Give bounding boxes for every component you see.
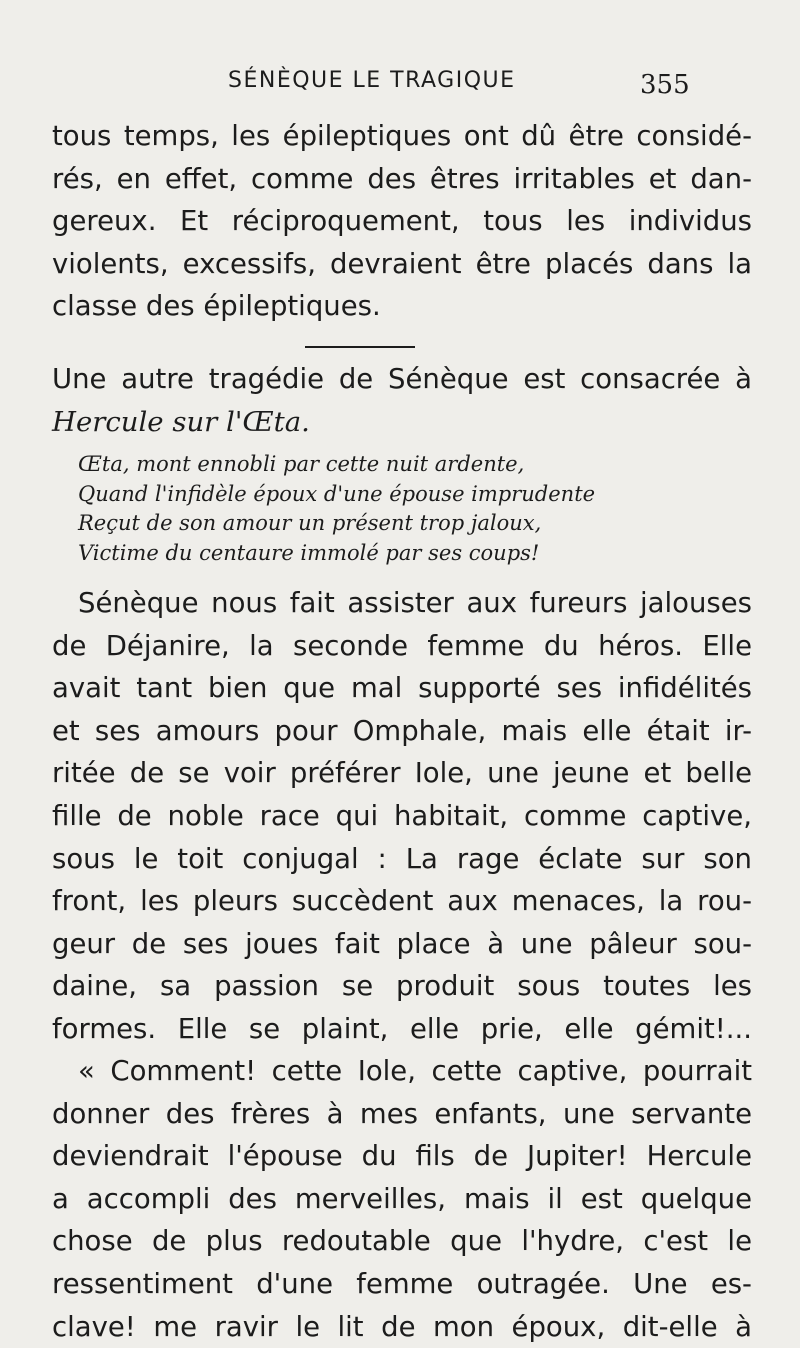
text-line: Une autre tragédie de Sénèque est consacrée à <box>52 363 752 395</box>
verse-line: Œta, mont ennobli par cette nuit ardente, <box>78 452 525 476</box>
text-line: formes. Elle se plaint, elle prie, elle gémit!... <box>52 1012 752 1045</box>
text-line: tous temps, les épileptiques ont dû être considé- <box>52 120 752 152</box>
text-line: daine, sa passion se produit sous toutes les <box>52 970 752 1003</box>
text-line: et ses amours pour Omphale, mais elle était ir- <box>52 714 752 747</box>
text-line: clave! me ravir le lit de mon époux, dit-elle à <box>52 1310 752 1343</box>
page-header <box>0 68 800 104</box>
text-line: « Comment! cette Iole, cette captive, pourrait <box>78 1055 752 1087</box>
verse-line: Victime du centaure immolé par ses coups! <box>78 540 540 565</box>
text-line: geur de ses joues fait place à une pâleur sou- <box>52 927 752 960</box>
text-line: deviendrait l'épouse du fils de Jupiter! Hercule <box>52 1140 752 1173</box>
paragraph-epileptics <box>52 115 752 328</box>
text-line: fille de noble race qui habitait, comme captive, <box>52 799 752 832</box>
text-line: chose de plus redoutable que l'hydre, c'est le <box>52 1225 752 1258</box>
text-line: sous le toit conjugal : La rage éclate sur son <box>52 842 752 875</box>
text-line: classe des épileptiques. <box>52 290 381 323</box>
section-divider <box>305 346 415 348</box>
text-line: ritée de se voir préférer Iole, une jeune et belle <box>52 757 752 790</box>
paragraph-hercule-intro <box>52 358 752 443</box>
verse-line: Reçut de son amour un présent trop jaloux, <box>78 511 542 535</box>
running-head: SÉNÈQUE LE TRAGIQUE <box>228 68 516 93</box>
text-line: violents, excessifs, devraient être placés dans la <box>52 247 752 280</box>
text-line: front, les pleurs succèdent aux menaces, la rou- <box>52 885 752 918</box>
text-line: Sénèque nous fait assister aux fureurs jalouses <box>78 587 752 619</box>
work-title: Hercule sur l'Œta. <box>52 405 310 438</box>
text-line: ressentiment d'une femme outragée. Une es- <box>52 1267 752 1300</box>
paragraph-dejanire <box>52 582 752 1051</box>
text-line: a accompli des merveilles, mais il est quelque <box>52 1182 752 1215</box>
verse-quotation <box>78 450 728 568</box>
text-line: de Déjanire, la seconde femme du héros. Elle <box>52 629 752 662</box>
paragraph-quotation <box>52 1050 752 1348</box>
verse-line: Quand l'infidèle époux d'une épouse imprudente <box>78 481 596 506</box>
text-line: donner des frères à mes enfants, une servante <box>52 1097 752 1130</box>
text-line: gereux. Et réciproquement, tous les individus <box>52 205 752 238</box>
text-line: rés, en effet, comme des êtres irritables et dan- <box>52 162 752 195</box>
text-line: avait tant bien que mal supporté ses infidélités <box>52 672 752 705</box>
page-number: 355 <box>640 70 690 100</box>
